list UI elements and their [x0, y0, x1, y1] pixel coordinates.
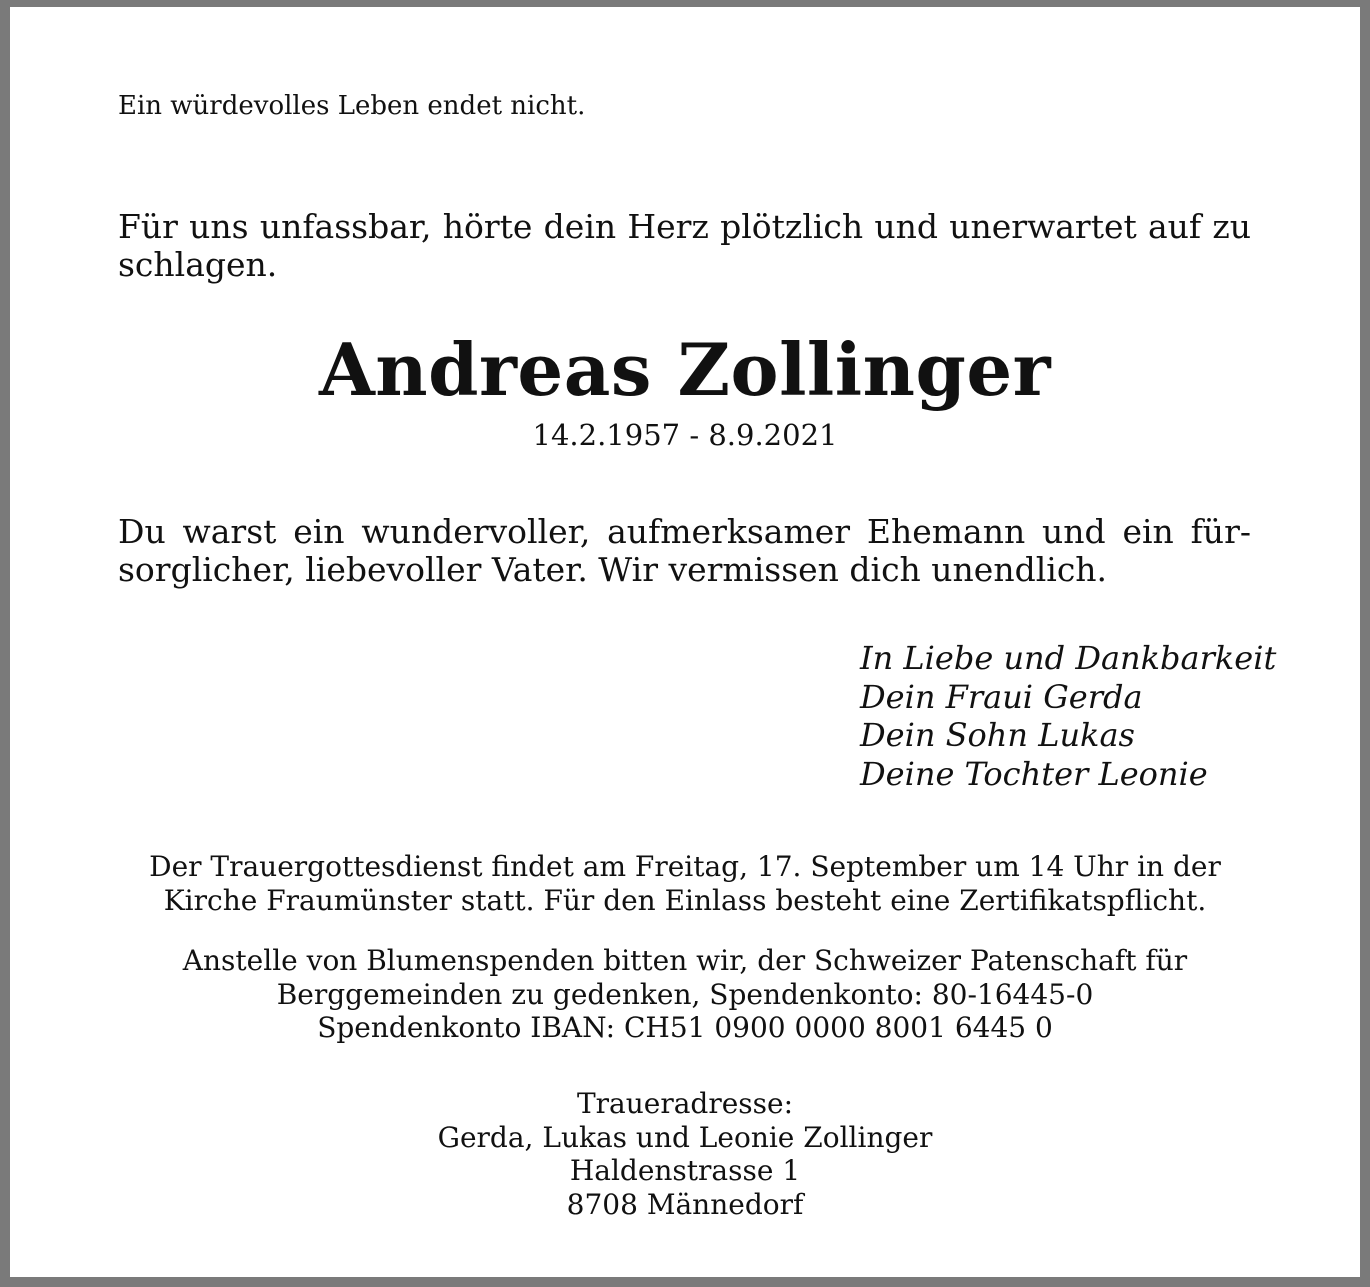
- service-info: [10, 850, 1360, 917]
- signoff-line: Deine Tochter Leonie: [860, 754, 1208, 793]
- donation-line: Anstelle von Blumenspenden bitten wir, der Schweizer Patenschaft für: [182, 944, 1188, 977]
- signoff-line: Dein Sohn Lukas: [860, 716, 1135, 754]
- address-line: Haldenstrasse 1: [569, 1154, 801, 1187]
- signoff-line: Dein Fraui Gerda: [860, 677, 1143, 716]
- motto-text: Ein würdevolles Leben endet nicht.: [118, 91, 586, 121]
- service-line: Kirche Fraumünster statt. Für den Einlass besteht eine Zertifikatspflicht.: [163, 883, 1207, 917]
- family-signoff: [860, 639, 1276, 793]
- intro-paragraph: Für uns unfassbar, hörte dein Herz plötzlich und unerwartet auf zu schlagen.: [118, 207, 1251, 284]
- tribute-paragraph: Du warst ein wundervoller, aufmerksamer Ehemann und ein fürsorglicher, liebevoller Vater. Wir vermissen dich unendlich.: [118, 512, 1251, 589]
- donation-info: [10, 944, 1360, 1045]
- donation-line: Berggemeinden zu gedenken, Spendenkonto: 80-16445-0: [276, 977, 1094, 1011]
- mourning-address: [10, 1087, 1360, 1221]
- service-line: Der Trauergottesdienst findet am Freitag, 17. September um 14 Uhr in der: [149, 850, 1221, 883]
- address-line: Traueradresse:: [576, 1087, 794, 1120]
- address-line: 8708 Männedorf: [566, 1187, 804, 1221]
- signoff-line: In Liebe und Dankbarkeit: [860, 639, 1277, 677]
- deceased-name: Andreas Zollinger: [318, 327, 1052, 412]
- address-line: Gerda, Lukas und Leonie Zollinger: [437, 1120, 933, 1154]
- life-dates: 14.2.1957 - 8.9.2021: [532, 418, 838, 452]
- donation-line: Spendenkonto IBAN: CH51 0900 0000 8001 6445 0: [317, 1011, 1053, 1044]
